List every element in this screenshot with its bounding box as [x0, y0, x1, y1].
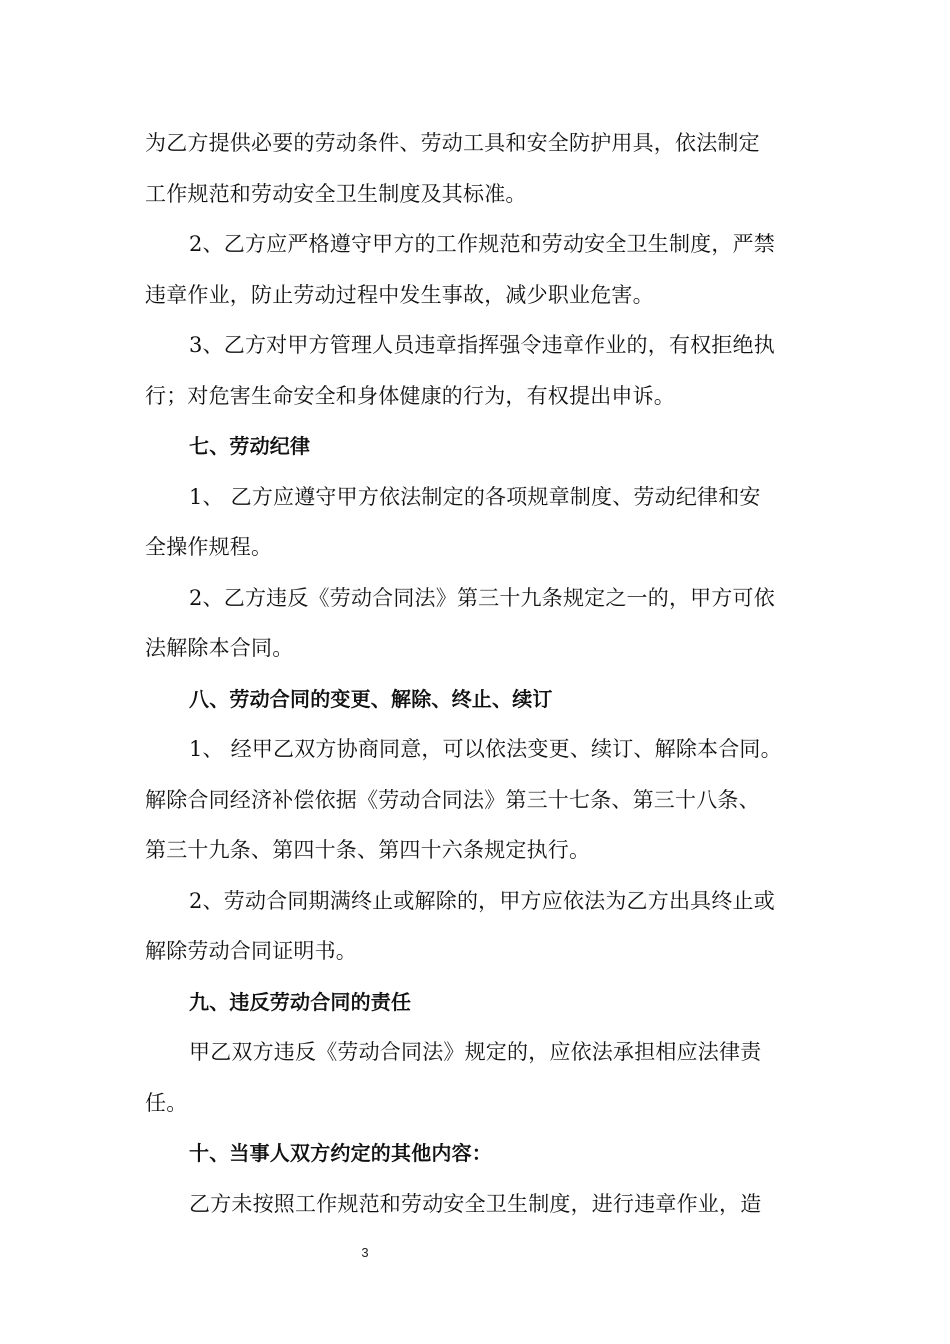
- clause-line: 2、劳动合同期满终止或解除的，甲方应依法为乙方出具终止或: [189, 888, 775, 913]
- body-line: 全操作规程。: [145, 535, 273, 559]
- clause-line: 3、乙方对甲方管理人员违章指挥强令违章作业的，有权拒绝执: [189, 333, 775, 357]
- clause-line: 2、乙方违反《劳动合同法》第三十九条规定之一的，甲方可依: [189, 585, 775, 610]
- section-heading: 七、劳动纪律: [189, 434, 311, 458]
- body-line: 违章作业，防止劳动过程中发生事故，减少职业危害。: [145, 282, 654, 307]
- clause-line: 乙方未按照工作规范和劳动安全卫生制度，进行违章作业，造: [189, 1191, 762, 1216]
- body-line: 行；对危害生命安全和身体健康的行为，有权提出申诉。: [145, 383, 675, 408]
- body-line: 解除劳动合同证明书。: [145, 939, 357, 963]
- clause-line: 1、 经甲乙双方协商同意，可以依法变更、续订、解除本合同。: [189, 737, 782, 761]
- body-line: 法解除本合同。: [145, 636, 294, 660]
- clause-line: 2、乙方应严格遵守甲方的工作规范和劳动安全卫生制度，严禁: [189, 232, 775, 256]
- section-heading: 九、违反劳动合同的责任: [189, 989, 412, 1014]
- body-line: 第三十九条、第四十条、第四十六条规定执行。: [145, 838, 591, 862]
- body-line: 为乙方提供必要的劳动条件、劳动工具和安全防护用具，依法制定: [145, 131, 760, 155]
- body-line: 解除合同经济补偿依据《劳动合同法》第三十七条、第三十八条、: [145, 787, 760, 812]
- section-heading: 八、劳动合同的变更、解除、终止、续订: [189, 686, 553, 711]
- clause-line: 1、 乙方应遵守甲方依法制定的各项规章制度、劳动纪律和安: [189, 484, 761, 509]
- page-number: 3: [361, 1245, 369, 1260]
- section-heading: 十、当事人双方约定的其他内容：: [189, 1141, 492, 1165]
- clause-line: 甲乙双方违反《劳动合同法》规定的，应依法承担相应法律责: [189, 1040, 762, 1064]
- document-body: [145, 118, 815, 1229]
- body-line: 任。: [145, 1090, 188, 1115]
- body-line: 工作规范和劳动安全卫生制度及其标准。: [145, 181, 527, 206]
